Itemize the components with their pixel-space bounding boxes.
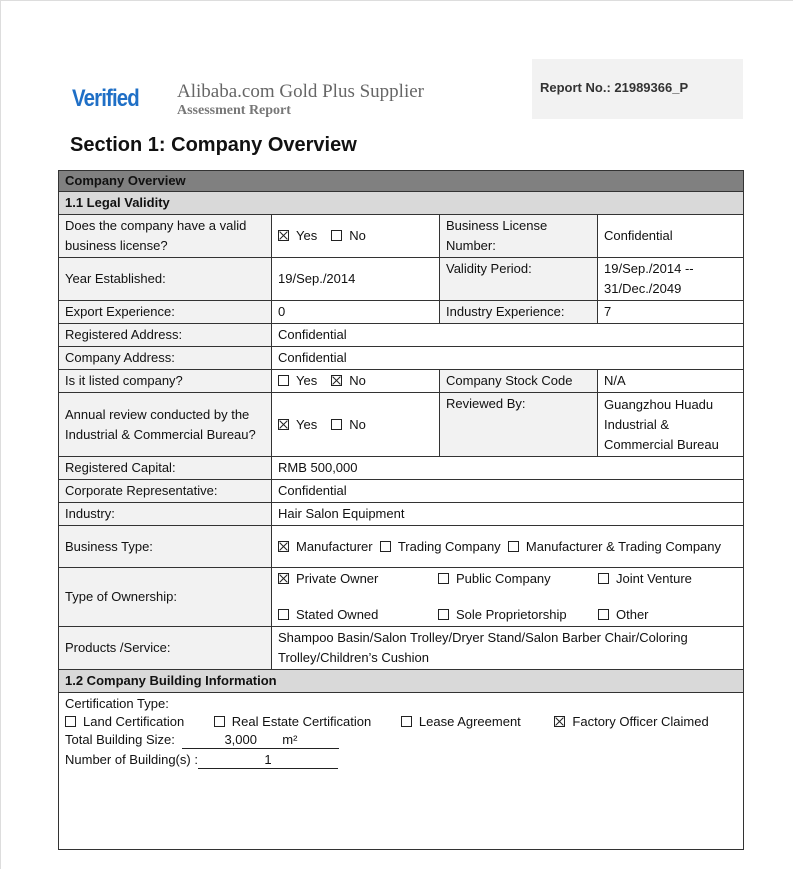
checkbox-lease[interactable] — [401, 716, 412, 727]
annual-review-options — [272, 393, 440, 457]
option-label: Trading Company — [397, 538, 501, 554]
listed-options — [272, 370, 440, 393]
representative-label: Corporate Representative: — [59, 480, 272, 503]
brand-title: Alibaba.com Gold Plus Supplier — [177, 81, 424, 102]
industry-label: Industry: — [59, 503, 272, 526]
industry-exp-value: 7 — [598, 301, 744, 324]
license-options — [272, 215, 440, 258]
business-type-label: Business Type: — [59, 526, 272, 568]
license-number-label: Business License Number: — [440, 215, 598, 258]
checkbox-real-estate-cert[interactable] — [214, 716, 225, 727]
option-label: Sole Proprietorship — [456, 607, 567, 622]
checkbox-trading[interactable] — [380, 541, 391, 552]
size-value: 3,000 — [224, 732, 257, 747]
option-label: Stated Owned — [296, 607, 379, 622]
industry-value: Hair Salon Equipment — [272, 503, 744, 526]
option-label: No — [349, 373, 366, 388]
size-field — [182, 732, 339, 749]
count-value: 1 — [198, 752, 338, 769]
option-label: Joint Venture — [616, 571, 692, 586]
building-info — [59, 693, 744, 850]
option-label: Other — [616, 607, 649, 622]
registered-address-value: Confidential — [272, 324, 744, 347]
cert-options — [65, 713, 737, 731]
stock-code-value: N/A — [598, 370, 744, 393]
validity-label: Validity Period: — [440, 258, 598, 301]
registered-address-label: Registered Address: — [59, 324, 272, 347]
year-established-value: 19/Sep./2014 — [272, 258, 440, 301]
option-label: Public Company — [456, 571, 551, 586]
company-address-label: Company Address: — [59, 347, 272, 370]
capital-value: RMB 500,000 — [272, 457, 744, 480]
cert-type-label: Certification Type: — [65, 696, 169, 711]
reviewed-by-label: Reviewed By: — [440, 393, 598, 457]
annual-review-label: Annual review conducted by the Industrial & Commercial Bureau? — [59, 393, 272, 457]
export-label: Export Experience: — [59, 301, 272, 324]
export-value: 0 — [272, 301, 440, 324]
listed-label: Is it listed company? — [59, 370, 272, 393]
checkbox-land-cert[interactable] — [65, 716, 76, 727]
validity-value: 19/Sep./2014 -- 31/Dec./2049 — [598, 258, 744, 301]
option-label: Manufacturer & Trading Company — [525, 538, 722, 554]
products-value: Shampoo Basin/Salon Trolley/Dryer Stand/Salon Barber Chair/Coloring Trolley/Children’s Cushion — [272, 627, 744, 670]
ownership-options — [272, 568, 744, 627]
checkbox-public-company[interactable] — [438, 573, 449, 584]
option-label: Factory Officer Claimed — [572, 714, 709, 729]
stock-code-label: Company Stock Code — [440, 370, 598, 393]
industry-exp-label: Industry Experience: — [440, 301, 598, 324]
year-established-label: Year Established: — [59, 258, 272, 301]
option-label: Yes — [296, 228, 318, 243]
checkbox-yes[interactable] — [278, 375, 289, 386]
option-label: Yes — [296, 416, 318, 432]
company-overview-table — [58, 170, 744, 850]
representative-value: Confidential — [272, 480, 744, 503]
building-heading: 1.2 Company Building Information — [59, 670, 744, 693]
option-label: Lease Agreement — [418, 714, 521, 729]
ownership-label: Type of Ownership: — [59, 568, 272, 627]
reviewed-by-value: Guangzhou Huadu Industrial & Commercial Bureau — [598, 393, 744, 457]
checkbox-no[interactable] — [331, 230, 342, 241]
option-label: Yes — [296, 373, 318, 388]
business-type-options — [272, 526, 744, 568]
option-label: Real Estate Certification — [231, 714, 372, 729]
legal-validity-heading: 1.1 Legal Validity — [59, 192, 744, 215]
option-label: Land Certification — [83, 714, 185, 729]
table-title: Company Overview — [59, 171, 744, 192]
option-label: Private Owner — [296, 571, 379, 586]
option-label: No — [349, 228, 366, 243]
capital-label: Registered Capital: — [59, 457, 272, 480]
checkbox-manufacturer-trading[interactable] — [508, 541, 519, 552]
checkbox-yes[interactable] — [278, 230, 289, 241]
checkbox-joint-venture[interactable] — [598, 573, 609, 584]
size-label: Total Building Size: — [65, 732, 175, 747]
verified-logo: Verified — [72, 85, 139, 112]
checkbox-sole-proprietorship[interactable] — [438, 609, 449, 620]
checkbox-private-owner[interactable] — [278, 573, 289, 584]
section-title: Section 1: Company Overview — [70, 134, 357, 156]
checkbox-state-owned[interactable] — [278, 609, 289, 620]
checkbox-manufacturer[interactable] — [278, 541, 289, 552]
checkbox-no[interactable] — [331, 419, 342, 430]
checkbox-yes[interactable] — [278, 419, 289, 430]
option-label: No — [349, 416, 366, 432]
count-label: Number of Building(s) : — [65, 752, 198, 767]
brand-subtitle: Assessment Report — [177, 103, 291, 118]
checkbox-no[interactable] — [331, 375, 342, 386]
report-number: Report No.: 21989366_P — [532, 59, 743, 119]
license-number-value: Confidential — [598, 215, 744, 258]
checkbox-other[interactable] — [598, 609, 609, 620]
company-address-value: Confidential — [272, 347, 744, 370]
checkbox-factory-claimed[interactable] — [554, 716, 565, 727]
license-question: Does the company have a valid business license? — [59, 215, 272, 258]
products-label: Products /Service: — [59, 627, 272, 670]
size-unit: m² — [282, 732, 298, 747]
option-label: Manufacturer — [296, 538, 373, 554]
